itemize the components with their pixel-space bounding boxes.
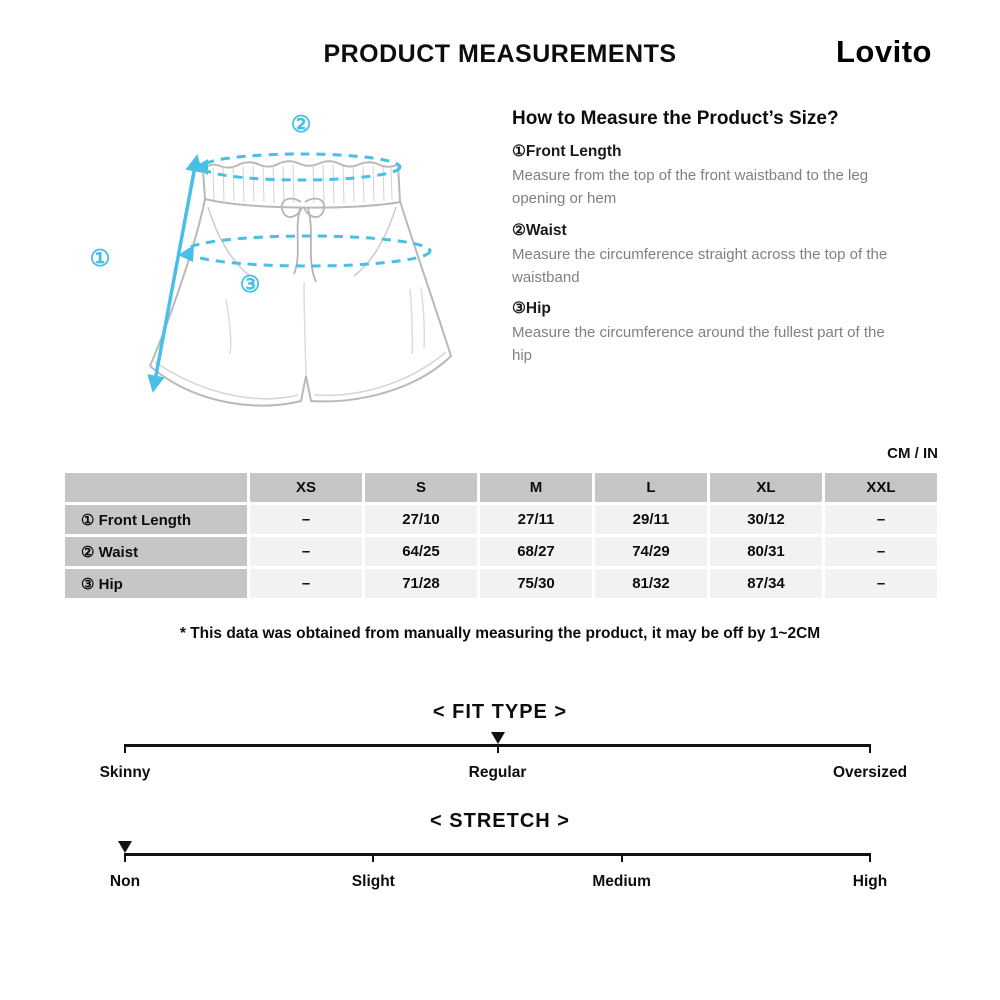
howto-item-hip [512,299,942,368]
value-cell: – [250,537,362,566]
value-cell: 68/27 [480,537,592,566]
slider-tick [869,744,871,753]
measure-guide-section [0,104,1000,439]
howto-item-desc: Measure the circumference around the fullest part of the hip [512,324,885,365]
value-cell: – [825,569,937,598]
value-cell: 87/34 [710,569,822,598]
fit-type-label-regular: Regular [468,764,527,781]
howto-item-label: ①Front Length [512,143,622,160]
value-cell: 64/25 [365,537,477,566]
callout-waist: ② [290,111,312,137]
table-header-cell: XL [710,473,822,502]
page-header [0,0,1000,72]
value-cell: – [825,505,937,534]
slider-tick [869,853,871,862]
fit-type-slider [125,744,870,756]
slider-tick [497,744,499,753]
slider-tick [124,853,126,862]
value-cell: – [250,569,362,598]
table-header-row [65,473,937,502]
row-label-cell: ③ Hip [65,569,247,598]
page-title: PRODUCT MEASUREMENTS [323,40,677,68]
howto-item-desc: Measure the circumference straight across the top of the waistband [512,245,888,286]
howto-item-front-length [512,142,942,211]
stretch-label-high: High [852,873,888,890]
value-cell: 29/11 [595,505,707,534]
value-cell: 30/12 [710,505,822,534]
table-header-cell: M [480,473,592,502]
table-header-cell: XS [250,473,362,502]
table-row [65,505,937,534]
value-cell: 71/28 [365,569,477,598]
howto-heading: How to Measure the Product’s Size? [512,108,839,129]
value-cell: – [250,505,362,534]
howto-item-label: ③Hip [512,300,551,317]
howto-item-label: ②Waist [512,221,567,239]
stretch-title: < STRETCH > [430,810,570,832]
slider-tick [621,853,623,862]
value-cell: 75/30 [480,569,592,598]
value-cell: 74/29 [595,537,707,566]
table-row [65,537,937,566]
table-header-cell [65,473,247,502]
fit-type-labels [99,764,908,784]
table-header-cell: S [365,473,477,502]
slider-line [125,853,870,856]
howto-item-waist [512,221,942,290]
slider-tick [124,744,126,753]
shorts-illustration [0,104,512,439]
howto-panel [512,104,942,439]
table-row [65,569,937,598]
stretch-label-slight: Slight [351,873,395,890]
fit-type-section [0,701,1000,784]
stretch-labels [109,873,888,893]
value-cell: 27/10 [365,505,477,534]
shorts-body [150,199,451,406]
stretch-marker [118,841,132,853]
callout-front-length: ① [89,245,111,271]
fit-type-label-skinny: Skinny [99,764,151,781]
slider-tick [372,853,374,862]
brand-logo: Lovito [836,34,932,69]
row-label-cell: ② Waist [65,537,247,566]
value-cell: 81/32 [595,569,707,598]
stretch-label-non: Non [109,873,141,890]
fit-type-title: < FIT TYPE > [432,701,568,723]
row-label-cell: ① Front Length [65,505,247,534]
table-header-cell: XXL [825,473,937,502]
fit-type-marker [491,732,505,744]
value-cell: 27/11 [480,505,592,534]
callout-hip: ③ [239,271,261,297]
value-cell: 80/31 [710,537,822,566]
units-label: CM / IN [887,445,938,462]
stretch-section [0,810,1000,893]
howto-item-desc: Measure from the top of the front waistband to the leg opening or hem [512,167,869,208]
value-cell: – [825,537,937,566]
footnote: * This data was obtained from manually measuring the product, it may be off by 1~2CM [179,625,821,642]
shorts-diagram-svg [58,104,508,434]
stretch-label-medium: Medium [592,873,651,890]
size-table [62,470,940,601]
table-header-cell: L [595,473,707,502]
stretch-slider [125,853,870,865]
fit-type-label-oversized: Oversized [832,764,908,781]
